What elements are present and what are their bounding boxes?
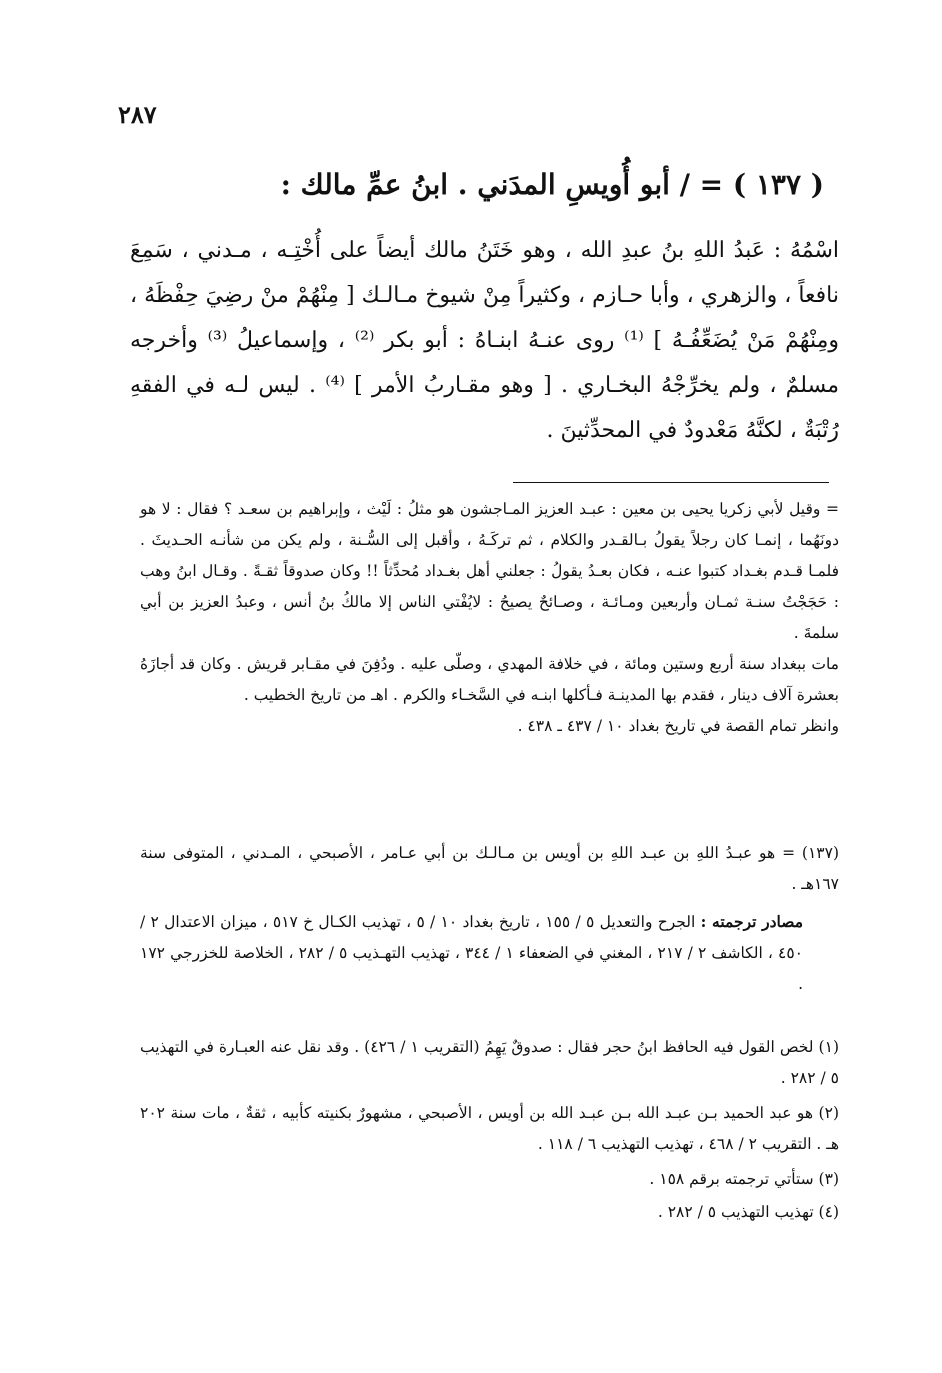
entry-body — [130, 228, 839, 453]
continued-footnotes — [140, 494, 839, 742]
entry-note — [140, 838, 839, 1000]
sources-text: الجرح والتعديل ٥ / ١٥٥ ، تاريخ بغداد ١٠ / ٥ ، تهذيب الكـال خ ٥١٧ ، ميزان الاعتدال ٢ / ٤٥٠ ، الكاشف ٢ / ٢١٧ ، المغني في الضعفاء ١ / ٣٤٤ ، تهذيب التهـذيب ٥ / ٢٨٢ ، الخلاصة للخزرجي ١٧٢ . — [140, 913, 803, 993]
entry-note-line: (١٣٧) = هو عبـدُ اللهِ بن عبـد اللهِ بن أويس بن مـالـك بن أبي عـامر ، الأصبحي ، المـدني ، المتوفى سنة ١٦٧هـ . — [140, 844, 839, 893]
sources-label: مصادر ترجمته : — [700, 912, 804, 931]
footnote-3: (٣) ستأتي ترجمته برقم ١٥٨ . — [649, 1170, 839, 1188]
body-paragraph: اسْمُهُ : عَبدُ اللهِ بنُ عبدِ الله ، وهو خَتَنُ مالك أيضاً على أُخْتِـه ، مـدني ، سَمِعَ نافعاً ، والزهري ، وأبا حـازم ، وكثيراً مِنْ شيوخ مـالـك [ مِنْهُمْ منْ رضِيَ حِفْظَهُ ، ومِنْهُمْ مَنْ يُضَعِّفُـهُ ] ⁽¹⁾ روى عنـهُ ابنـاهُ : أبو بكر ⁽²⁾ ، وإسماعيلُ ⁽³⁾ وأخرجه مسلمٌ ، ولم يخرِّجْهُ البخـاري . [ وهو مقـاربُ الأمر ] ⁽⁴⁾ . ليس لـه في الفقهِ رُتْبَةٌ ، لكنَّهُ مَعْدودٌ في المحدِّثينَ . — [130, 238, 840, 443]
footnote-1: (١) لخص القول فيه الحافظ ابنُ حجر فقال : صدوقٌ يَهِمُ (التقريب ١ / ٤٢٦) . وقد نقل عنه العبـارة في التهذيب ٥ / ٢٨٢ . — [140, 1038, 839, 1087]
footnote-separator — [513, 482, 829, 483]
footnote-paragraph: = وقيل لأبي زكريا يحيى بن معين : عبـد العزيز المـاجشون هو مثلُ : لَيْث ، وإبراهيم بن سعـد ؟ فقال : لا هو دونَهُما ، إنمـا كان رجلاً يقولُ بـالقـدر والكلام ، ثم تركَـهُ ، وأقبل إلى السُّـنة ، ولم يكن من شأنـه الحـديثَ . فلمـا قـدم بغـداد كتبوا عنـه ، فكان بعـدُ يقولُ : جعلني أهل بغـداد مُحدِّثاً !! وكان صدوقاً ثقـةً . وقـال ابنُ وهب : حَجَجْتُ سنـة ثمـان وأربعين ومـائـة ، وصـائحٌ يصيحُ : لايُفْتي الناس إلا مالكُ بنُ أنس ، وعبدُ العزيز بن أبي سلمةَ . — [140, 500, 839, 642]
footnote-paragraph: مات ببغداد سنة أربع وستين ومائة ، في خلافة المهدي ، وصلّى عليه . ودُفِنَ في مقـابر قريش . وكان قد أجازَهُ بعشرة آلاف دينار ، فقدم بها المدينـة فـأكلها ابنـه في السَّخـاء والكرم . اهـ من تاريخ الخطيب . — [140, 655, 839, 704]
entry-heading: ( ١٣٧ ) = / أبو أُويسِ المدَني . ابنُ عمِّ مالك : — [280, 168, 824, 201]
entry-sources — [140, 906, 839, 1000]
page-number: ٢٨٧ — [118, 100, 157, 129]
numbered-footnotes — [140, 1032, 839, 1228]
footnote-2: (٢) هو عبد الحميد بـن عبـد الله بـن عبـد الله بن أويس ، الأصبحي ، مشهورٌ بكنيته كأبيه ، ثقةٌ ، مات سنة ٢٠٢ هـ . التقريب ٢ / ٤٦٨ ، تهذيب التهذيب ٦ / ١١٨ . — [140, 1104, 839, 1153]
footnote-4: (٤) تهذيب التهذيب ٥ / ٢٨٢ . — [657, 1203, 839, 1221]
footnote-paragraph: وانظر تمام القصة في تاريخ بغداد ١٠ / ٤٣٧ ـ ٤٣٨ . — [517, 717, 839, 735]
